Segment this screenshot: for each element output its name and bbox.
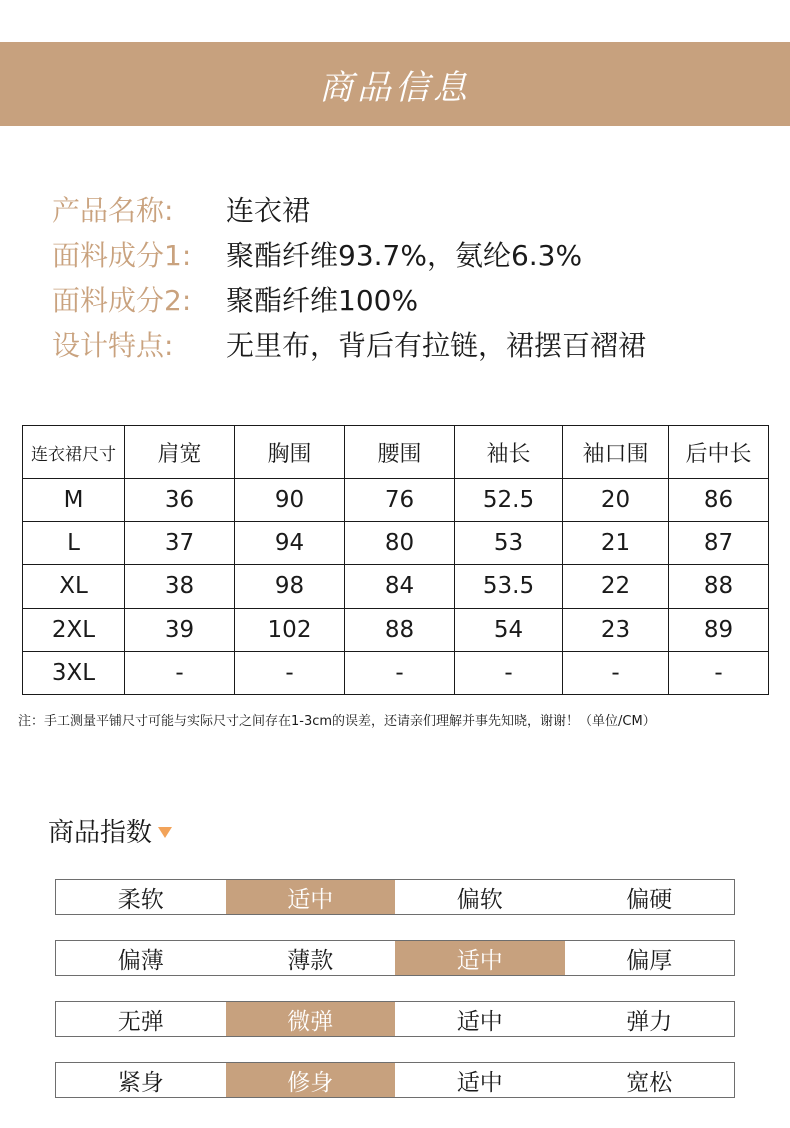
table-cell: 53 <box>455 522 563 565</box>
table-cell: 98 <box>235 565 345 608</box>
info-row-fabric-1 <box>52 231 646 276</box>
table-cell: 39 <box>125 608 235 651</box>
table-cell: 38 <box>125 565 235 608</box>
table-header-cell: 连衣裙尺寸 <box>23 426 125 479</box>
measurement-note: 注：手工测量平铺尺寸可能与实际尺寸之间存在1-3cm的误差，还请亲们理解并事先知晓，谢谢！（单位/CM） <box>18 714 656 729</box>
table-header-cell: 袖口围 <box>563 426 669 479</box>
table-cell: 21 <box>563 522 669 565</box>
info-value: 无里布，背后有拉链，裙摆百褶裙 <box>226 328 647 362</box>
scale-option: 微弹 <box>226 1002 396 1036</box>
table-header-cell: 胸围 <box>235 426 345 479</box>
triangle-down-icon <box>158 827 172 838</box>
table-cell: 94 <box>235 522 345 565</box>
table-header-cell: 肩宽 <box>125 426 235 479</box>
table-row <box>23 651 769 694</box>
product-info <box>52 186 646 366</box>
scale-option: 宽松 <box>626 1069 673 1096</box>
table-cell: XL <box>23 565 125 608</box>
table-cell: - <box>235 651 345 694</box>
table-cell: 84 <box>345 565 455 608</box>
scale-option: 适中 <box>395 941 565 975</box>
table-row <box>23 565 769 608</box>
info-label: 面料成分1: <box>52 238 192 272</box>
table-header-cell: 后中长 <box>669 426 769 479</box>
table-cell: 20 <box>563 479 669 522</box>
table-cell: 22 <box>563 565 669 608</box>
info-value: 聚酯纤维93.7%，氨纶6.3% <box>226 238 583 272</box>
scale-option: 柔软 <box>117 886 164 913</box>
table-cell: 23 <box>563 608 669 651</box>
info-row-name <box>52 186 646 231</box>
table-cell: 89 <box>669 608 769 651</box>
table-cell: 80 <box>345 522 455 565</box>
info-row-design <box>52 321 646 366</box>
scale-fit <box>55 1062 735 1098</box>
table-cell: 88 <box>345 608 455 651</box>
index-heading <box>48 812 172 849</box>
table-cell: - <box>125 651 235 694</box>
table-cell: 102 <box>235 608 345 651</box>
scale-option: 薄款 <box>287 947 334 974</box>
table-cell: - <box>455 651 563 694</box>
scale-option: 偏软 <box>456 886 503 913</box>
scale-option: 无弹 <box>117 1008 164 1035</box>
table-cell: 52.5 <box>455 479 563 522</box>
table-row <box>23 608 769 651</box>
table-cell: - <box>563 651 669 694</box>
page-title: 商品信息 <box>319 67 471 108</box>
table-cell: M <box>23 479 125 522</box>
table-cell: 88 <box>669 565 769 608</box>
table-cell: 53.5 <box>455 565 563 608</box>
index-title-text: 商品指数 <box>48 818 153 848</box>
scale-option: 适中 <box>456 1008 503 1035</box>
table-header-cell: 腰围 <box>345 426 455 479</box>
scale-option: 修身 <box>226 1063 396 1097</box>
scale-option: 偏厚 <box>626 947 673 974</box>
table-cell: 87 <box>669 522 769 565</box>
scale-elasticity <box>55 1001 735 1037</box>
size-table <box>22 425 769 695</box>
info-value: 聚酯纤维100% <box>226 283 419 317</box>
table-header-row <box>23 426 769 479</box>
scale-option: 弹力 <box>626 1008 673 1035</box>
table-cell: L <box>23 522 125 565</box>
info-value: 连衣裙 <box>226 193 311 227</box>
table-cell: - <box>345 651 455 694</box>
scale-thickness <box>55 940 735 976</box>
table-cell: - <box>669 651 769 694</box>
scale-softness <box>55 879 735 915</box>
table-row <box>23 479 769 522</box>
header-banner <box>0 42 790 126</box>
info-label: 产品名称: <box>52 193 174 227</box>
table-cell: 86 <box>669 479 769 522</box>
scale-option: 适中 <box>456 1069 503 1096</box>
table-cell: 36 <box>125 479 235 522</box>
info-label: 面料成分2: <box>52 283 192 317</box>
table-cell: 54 <box>455 608 563 651</box>
scale-option: 偏硬 <box>626 886 673 913</box>
info-row-fabric-2 <box>52 276 646 321</box>
scale-option: 适中 <box>226 880 396 914</box>
table-cell: 2XL <box>23 608 125 651</box>
scale-option: 偏薄 <box>117 947 164 974</box>
table-row <box>23 522 769 565</box>
table-cell: 76 <box>345 479 455 522</box>
table-cell: 3XL <box>23 651 125 694</box>
info-label: 设计特点: <box>52 328 174 362</box>
table-cell: 90 <box>235 479 345 522</box>
table-cell: 37 <box>125 522 235 565</box>
table-header-cell: 袖长 <box>455 426 563 479</box>
scale-option: 紧身 <box>117 1069 164 1096</box>
